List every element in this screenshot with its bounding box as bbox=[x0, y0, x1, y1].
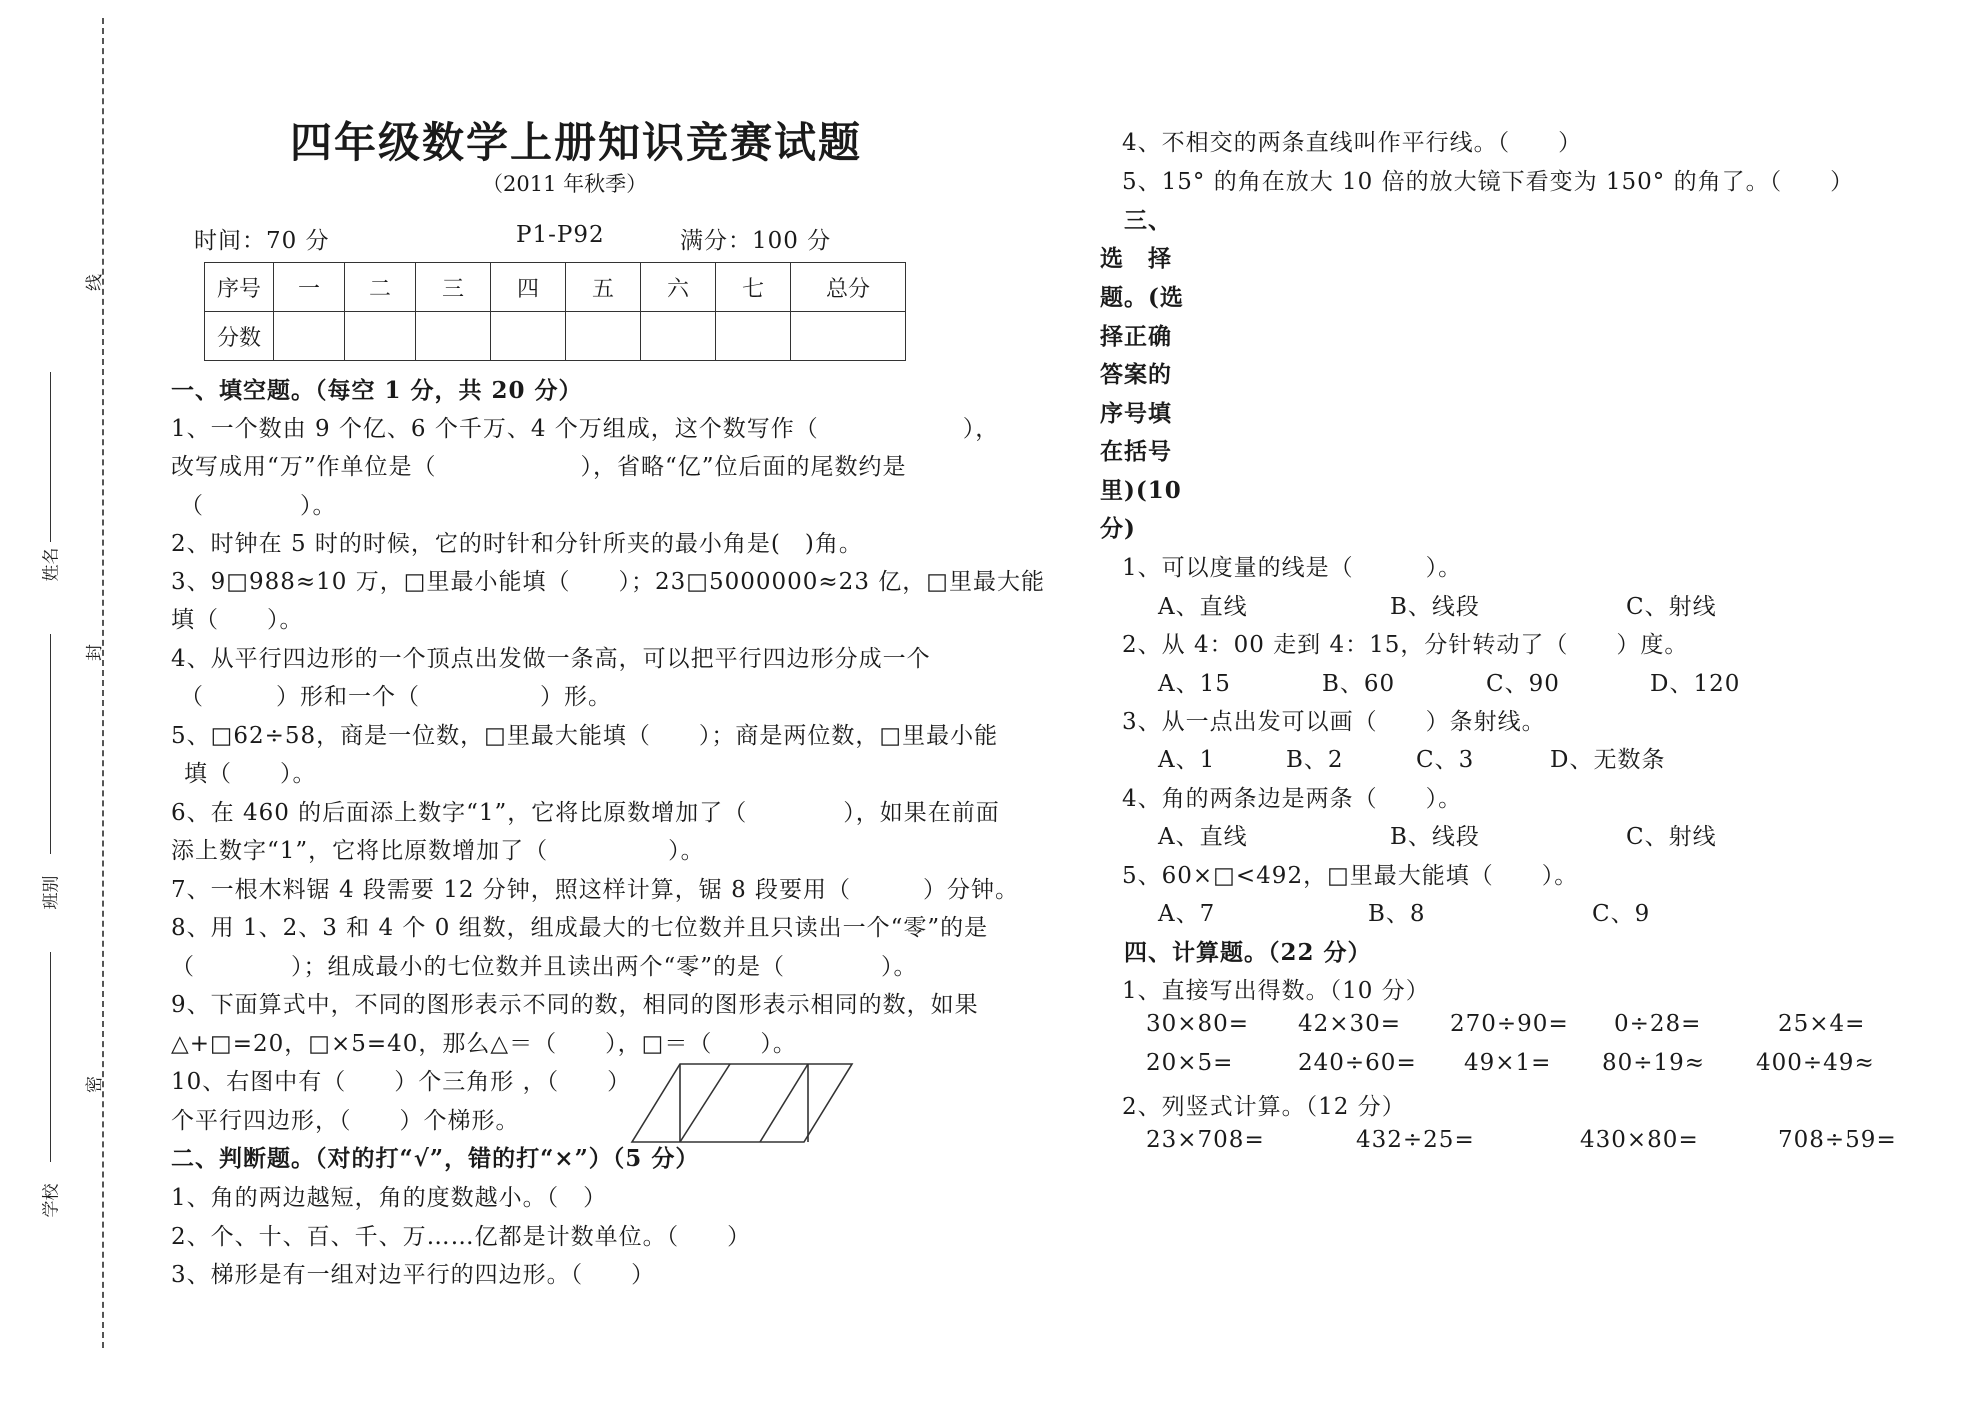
calc-item: 49×1= bbox=[1464, 1050, 1552, 1076]
section-2-title: 二、判断题。（对的打“√”，错的打“×”）（5 分） bbox=[171, 1145, 700, 1172]
calc-subtitle: 1、直接写出得数。（10 分） bbox=[1122, 978, 1430, 1004]
calc-item: 30×80= bbox=[1146, 1011, 1250, 1037]
choice-question: 3、从一点出发可以画（ ）条射线。 bbox=[1122, 709, 1546, 735]
question-line: △+□=20，□×5=40，那么△＝（ ），□＝（ ）。 bbox=[171, 1031, 797, 1057]
score-table bbox=[204, 262, 906, 361]
score-cell[interactable] bbox=[345, 312, 416, 361]
choice-option: A、15 bbox=[1158, 671, 1231, 697]
score-table-score-row bbox=[205, 312, 906, 361]
section-3-title-line: 里)(10 bbox=[1100, 477, 1182, 504]
calc-subtitle: 2、列竖式计算。（12 分） bbox=[1122, 1094, 1406, 1120]
choice-option: C、3 bbox=[1416, 747, 1475, 773]
calc-item: 400÷49≈ bbox=[1756, 1050, 1875, 1076]
score-cell[interactable] bbox=[791, 312, 906, 361]
judge-item: 3、梯形是有一组对边平行的四边形。（ ） bbox=[171, 1262, 656, 1288]
score-header-cell: 二 bbox=[345, 263, 416, 312]
section-1-title: 一、填空题。（每空 1 分，共 20 分） bbox=[171, 377, 583, 404]
calc-item: 708÷59= bbox=[1778, 1127, 1897, 1153]
score-row-label: 分数 bbox=[205, 312, 274, 361]
question-line: 10、右图中有（ ）个三角形 ，（ ） bbox=[171, 1069, 632, 1095]
score-header-cell: 三 bbox=[416, 263, 491, 312]
question-line: 9、下面算式中，不同的图形表示不同的数，相同的图形表示相同的数，如果 bbox=[171, 992, 979, 1018]
school-label: 学校 bbox=[41, 1183, 62, 1218]
judge-item: 5、15° 的角在放大 10 倍的放大镜下看变为 150° 的角了。（ ） bbox=[1122, 169, 1855, 195]
margin-label-feng: 封 bbox=[85, 644, 105, 661]
calc-item: 20×5= bbox=[1146, 1050, 1234, 1076]
question-line: （ ）。 bbox=[180, 493, 337, 519]
section-3-title-line: 择正确 bbox=[1100, 323, 1172, 350]
margin-label-xian: 线 bbox=[85, 274, 105, 291]
section-3-title-line: 序号填 bbox=[1100, 400, 1172, 427]
score-cell[interactable] bbox=[566, 312, 641, 361]
choice-option: B、8 bbox=[1368, 901, 1426, 927]
score-cell[interactable] bbox=[416, 312, 491, 361]
choice-option: D、无数条 bbox=[1550, 747, 1666, 773]
score-table-header-row bbox=[205, 263, 906, 312]
section-3-title-line: 在括号 bbox=[1100, 438, 1172, 465]
question-line: 7、一根木料锯 4 段需要 12 分钟，照这样计算，锯 8 段要用（ ）分钟。 bbox=[171, 877, 1020, 903]
choice-option: B、2 bbox=[1286, 747, 1344, 773]
score-header-cell: 四 bbox=[491, 263, 566, 312]
question-line: （ ）；组成最小的七位数并且读出两个“零”的是（ ）。 bbox=[171, 954, 918, 980]
calc-item: 0÷28= bbox=[1614, 1011, 1702, 1037]
calc-item: 23×708= bbox=[1146, 1127, 1265, 1153]
calc-item: 270÷90= bbox=[1450, 1011, 1569, 1037]
section-3-title-line: 题。(选 bbox=[1100, 284, 1184, 311]
info-pages: P1-P92 bbox=[516, 222, 605, 248]
name-underline-lower bbox=[50, 634, 51, 854]
calc-item: 430×80= bbox=[1580, 1127, 1699, 1153]
question-line: 2、时钟在 5 时的时候，它的时针和分针所夹的最小角是( )角。 bbox=[171, 531, 863, 557]
judge-item: 2、个、十、百、千、万……亿都是计数单位。（ ） bbox=[171, 1224, 752, 1250]
choice-question: 4、角的两条边是两条（ ）。 bbox=[1122, 786, 1463, 812]
score-cell[interactable] bbox=[641, 312, 716, 361]
calc-item: 42×30= bbox=[1298, 1011, 1402, 1037]
class-label: 班别 bbox=[41, 875, 62, 910]
choice-question: 1、可以度量的线是（ ）。 bbox=[1122, 555, 1463, 581]
judge-item: 1、角的两边越短，角的度数越小。（ ） bbox=[171, 1185, 608, 1211]
choice-option: B、线段 bbox=[1390, 594, 1480, 620]
section-3-title-line: 答案的 bbox=[1100, 361, 1172, 388]
calc-item: 25×4= bbox=[1778, 1011, 1866, 1037]
choice-option: B、线段 bbox=[1390, 824, 1480, 850]
section-3-title-line: 选 择 bbox=[1100, 245, 1172, 272]
section-4-title: 四、计算题。（22 分） bbox=[1124, 939, 1372, 966]
section-3-title-line: 分) bbox=[1100, 515, 1136, 542]
choice-option: A、直线 bbox=[1158, 824, 1248, 850]
question-line: 4、从平行四边形的一个顶点出发做一条高，可以把平行四边形分成一个 bbox=[171, 646, 931, 672]
page-title: 四年级数学上册知识竞赛试题 bbox=[290, 118, 863, 167]
question-line: 1、一个数由 9 个亿、6 个千万、4 个万组成，这个数写作（ ）， bbox=[171, 416, 1000, 442]
choice-option: D、120 bbox=[1650, 671, 1741, 697]
question-line: 5、□62÷58，商是一位数，□里最大能填（ ）；商是两位数，□里最小能 bbox=[171, 723, 999, 749]
question-line: 3、9□988≈10 万，□里最小能填（ ）；23□5000000≈23 亿，□里最大能 bbox=[171, 569, 1045, 595]
question-line: 改写成用“万”作单位是（ ），省略“亿”位后面的尾数约是 bbox=[171, 454, 907, 480]
score-cell[interactable] bbox=[274, 312, 345, 361]
score-header-cell: 七 bbox=[716, 263, 791, 312]
choice-option: A、7 bbox=[1158, 901, 1216, 927]
score-header-cell: 一 bbox=[274, 263, 345, 312]
binding-dashed-line bbox=[102, 18, 104, 1348]
choice-option: C、射线 bbox=[1626, 824, 1717, 850]
question-line: （ ）形和一个（ ）形。 bbox=[180, 684, 612, 710]
question-line: 添上数字“1”，它将比原数增加了（ ）。 bbox=[171, 838, 705, 864]
page-subtitle: （2011 年秋季） bbox=[482, 172, 648, 196]
score-header-cell: 六 bbox=[641, 263, 716, 312]
score-cell[interactable] bbox=[491, 312, 566, 361]
choice-question: 2、从 4：00 走到 4：15，分针转动了（ ）度。 bbox=[1122, 632, 1689, 658]
choice-option: C、90 bbox=[1486, 671, 1560, 697]
name-label: 姓名 bbox=[41, 547, 62, 582]
question-line: 填（ ）。 bbox=[184, 761, 317, 787]
calc-item: 240÷60= bbox=[1298, 1050, 1417, 1076]
section-3-title-line: 三、 bbox=[1124, 207, 1172, 234]
question-line: 个平行四边形，（ ）个梯形。 bbox=[171, 1108, 520, 1134]
figure-outline bbox=[632, 1064, 852, 1142]
margin-label-mi: 密 bbox=[85, 1076, 105, 1093]
score-cell[interactable] bbox=[716, 312, 791, 361]
info-time: 时间：70 分 bbox=[194, 228, 330, 254]
question-line: 填（ ）。 bbox=[171, 607, 304, 633]
name-underline bbox=[50, 372, 51, 542]
calc-item: 432÷25= bbox=[1356, 1127, 1475, 1153]
choice-option: A、1 bbox=[1158, 747, 1216, 773]
figure-slant-right bbox=[760, 1064, 808, 1142]
choice-option: A、直线 bbox=[1158, 594, 1248, 620]
choice-option: C、射线 bbox=[1626, 594, 1717, 620]
figure-diagonal bbox=[680, 1064, 730, 1142]
question-line: 6、在 460 的后面添上数字“1”，它将比原数增加了（ ），如果在前面 bbox=[171, 800, 1000, 826]
calc-item: 80÷19≈ bbox=[1602, 1050, 1706, 1076]
parallelogram-figure bbox=[630, 1062, 855, 1146]
score-header-cell: 总分 bbox=[791, 263, 906, 312]
choice-option: C、9 bbox=[1592, 901, 1651, 927]
info-full-score: 满分：100 分 bbox=[680, 228, 832, 254]
choice-option: B、60 bbox=[1322, 671, 1396, 697]
question-line: 8、用 1、2、3 和 4 个 0 组数，组成最大的七位数并且只读出一个“零”的是 bbox=[171, 915, 989, 941]
score-header-cell: 五 bbox=[566, 263, 641, 312]
choice-question: 5、60×□<492，□里最大能填（ ）。 bbox=[1122, 863, 1579, 889]
class-underline bbox=[50, 952, 51, 1162]
judge-item: 4、不相交的两条直线叫作平行线。（ ） bbox=[1122, 130, 1583, 156]
score-header-cell: 序号 bbox=[205, 263, 274, 312]
